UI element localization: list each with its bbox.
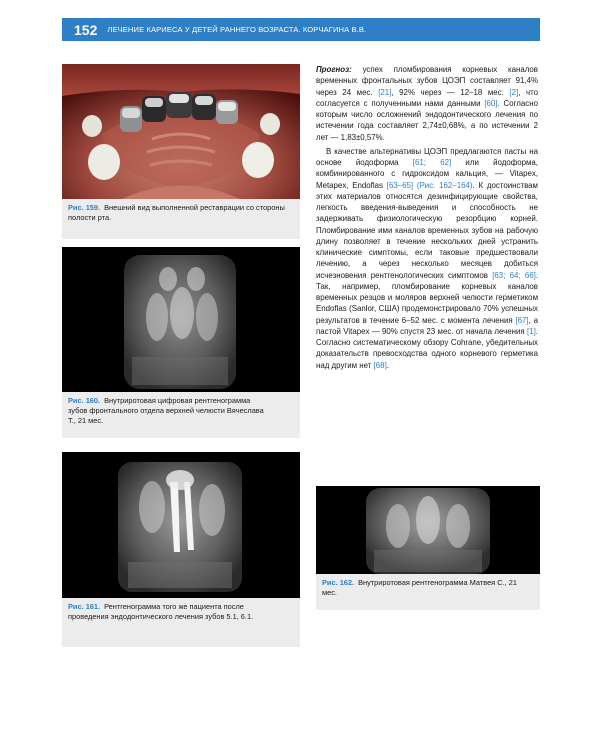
reference-link[interactable]: [21] <box>378 87 392 97</box>
caption-text: Внешний вид выполненной реставрации со стороны полости рта. <box>68 203 285 223</box>
figure-label: Рис. 161. <box>68 602 101 611</box>
reference-link[interactable]: [63–65] <box>386 180 414 190</box>
text-run: , 92% через — 12–18 мес. <box>391 87 510 97</box>
xray-160 <box>62 247 300 392</box>
figure-162-caption <box>322 578 532 598</box>
figure-159-caption <box>68 203 294 223</box>
restoration-photo-image <box>62 64 300 199</box>
xray-162 <box>316 486 540 574</box>
text-run: . Согласно которым число осложнений эндодонтического лечения по истечении года составляет 2,74±0,68%, а по истечении 2 лет — 1,83±0,57%. <box>316 98 538 142</box>
caption-text: Внутриротовая рентгенограмма Матвея С., 21 мес. <box>322 578 517 598</box>
reference-link[interactable]: [2] <box>509 87 519 97</box>
intraoral-photo <box>62 64 300 199</box>
page-header <box>62 18 540 41</box>
text-run: или йодоформа, комбинированного с гидроксидом кальция, — Vitapex, Metapex, Endoflas <box>316 158 538 190</box>
text-run: В качестве альтернативы ЦОЭП предлагаются пасты на основе йодоформа <box>316 146 538 167</box>
reference-link[interactable]: [68] <box>373 360 387 370</box>
caption-text: Внутриротовая цифровая рентгенограмма зубов фронтального отдела верхней челюсти Вячеслава Т., 21 мес. <box>68 396 264 426</box>
reference-link[interactable]: [63; 64; 66] <box>492 270 536 280</box>
reference-link[interactable]: [1] <box>527 326 536 336</box>
figure-label: Рис. 160. <box>68 396 101 405</box>
paragraph-prognosis <box>316 64 538 143</box>
figure-label: Рис. 159. <box>68 203 101 212</box>
text-run: успех пломбирования корневых каналов временных фронтальных зубов ЦОЭП составляет 91,4% через 24 мес. <box>316 65 538 97</box>
figure-161-caption <box>68 602 268 622</box>
paragraph-alternatives <box>316 146 538 371</box>
text-run: , а пастой Vitapex — 90% спустя 23 мес. от начала лечения <box>316 315 538 336</box>
reference-link[interactable]: [61; 62] <box>412 158 452 167</box>
text-run: . <box>386 360 389 370</box>
xray-image <box>62 452 300 598</box>
prognosis-lead: Прогноз: <box>316 65 352 74</box>
figure-162 <box>316 486 540 610</box>
text-run: . К достоинствам этих материалов относятся дезинфицирующие свойства, легкость введения-выведения и способность не задерживать физиологическую резорбцию корней. Пломбирование ими каналов временных зубов на рабочую длину позволяет в течение нескольких дней устранить клинические симптомы, если таковые предшествовали лечению, а через несколько месяцев добиться исчезновения рентгенологических симптомов <box>316 180 538 280</box>
page-number: 152 <box>74 21 98 38</box>
xray-image <box>62 247 300 392</box>
figure-160-caption <box>68 396 268 427</box>
body-text <box>316 64 538 371</box>
reference-link[interactable]: [60] <box>484 98 498 108</box>
text-run: . Согласно систематическому обзору Cohrane, убедительных доказательств превосходства одного корневого герметика над другим нет <box>316 326 538 370</box>
figure-link[interactable]: (Рис. 162–164) <box>416 180 473 190</box>
caption-text: Рентгенограмма того же пациента после проведения эндодонтического лечения зубов 5.1, 6.1. <box>68 602 254 622</box>
reference-link[interactable]: [67] <box>515 315 529 325</box>
xray-161 <box>62 452 300 598</box>
text-run: , что согласуется с полученными нами данными <box>316 87 538 108</box>
figure-161 <box>62 452 300 647</box>
figure-label: Рис. 162. <box>322 578 355 587</box>
figure-159 <box>62 64 300 239</box>
xray-image <box>316 486 540 574</box>
figure-160 <box>62 247 300 438</box>
text-run: . Так, например, пломбирование корневых каналов временных резцов и моляров верхней челюсти герметиком Endoflas (Sanlor, США) продемонстрировало 70% успешных результатов в течение 6–52 мес. с момента лечения <box>316 270 539 325</box>
running-title: ЛЕЧЕНИЕ КАРИЕСА У ДЕТЕЙ РАННЕГО ВОЗРАСТА. КОРЧАГИНА В.В. <box>107 25 367 34</box>
